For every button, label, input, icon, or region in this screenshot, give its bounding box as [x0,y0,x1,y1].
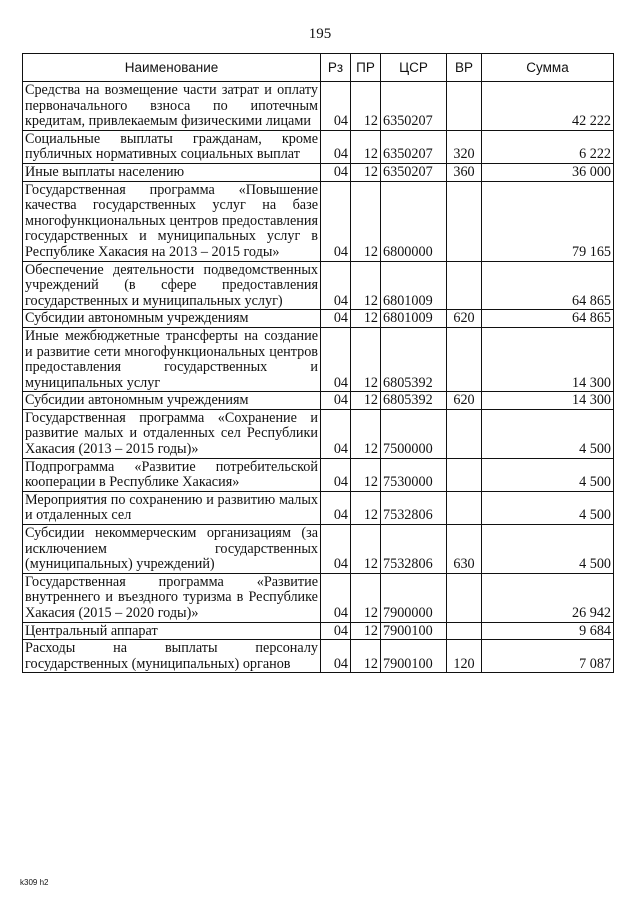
cell-rz: 04 [321,409,351,458]
cell-csr: 6805392 [381,392,447,410]
cell-vr [447,573,482,622]
cell-sum: 4 500 [482,458,614,491]
cell-pr: 12 [351,409,381,458]
header-vr: ВР [447,54,482,82]
cell-csr: 6801009 [381,261,447,310]
cell-pr: 12 [351,392,381,410]
cell-name: Иные межбюджетные трансферты на создание и развитие сети многофункциональных центров предоставления государственных и муниципальных услуг [23,327,321,391]
cell-sum: 6 222 [482,130,614,163]
cell-sum: 7 087 [482,640,614,673]
table-row [23,622,614,640]
table-row [23,392,614,410]
cell-sum: 36 000 [482,163,614,181]
cell-pr: 12 [351,181,381,261]
cell-name: Субсидии автономным учреждениям [23,310,321,328]
table-row [23,310,614,328]
table-row [23,525,614,574]
cell-csr: 6805392 [381,327,447,391]
cell-pr: 12 [351,327,381,391]
cell-vr: 320 [447,130,482,163]
table-row [23,261,614,310]
cell-csr: 7900100 [381,622,447,640]
cell-name: Центральный аппарат [23,622,321,640]
cell-sum: 9 684 [482,622,614,640]
cell-sum: 14 300 [482,392,614,410]
cell-rz: 04 [321,163,351,181]
cell-sum: 26 942 [482,573,614,622]
cell-vr [447,181,482,261]
cell-csr: 6800000 [381,181,447,261]
cell-csr: 7900100 [381,640,447,673]
cell-vr [447,327,482,391]
table-row [23,181,614,261]
cell-sum: 4 500 [482,409,614,458]
cell-csr: 6350207 [381,82,447,131]
cell-name: Субсидии некоммерческим организациям (за исключением государственных (муниципальных) учреждений) [23,525,321,574]
cell-name: Мероприятия по сохранению и развитию малых и отдаленных сел [23,491,321,524]
cell-pr: 12 [351,163,381,181]
cell-sum: 14 300 [482,327,614,391]
cell-vr: 620 [447,392,482,410]
cell-csr: 6350207 [381,130,447,163]
cell-csr: 6350207 [381,163,447,181]
cell-pr: 12 [351,573,381,622]
header-sum: Сумма [482,54,614,82]
cell-csr: 7532806 [381,491,447,524]
cell-name: Государственная программа «Повышение качества государственных услуг на базе многофункциональных центров предоставления государственных и муниципальных услуг в Республике Хакасия на 2013 – 2015 годы» [23,181,321,261]
cell-rz: 04 [321,573,351,622]
table-row [23,82,614,131]
cell-rz: 04 [321,261,351,310]
cell-rz: 04 [321,392,351,410]
cell-name: Субсидии автономным учреждениям [23,392,321,410]
header-pr: ПР [351,54,381,82]
cell-rz: 04 [321,491,351,524]
cell-pr: 12 [351,458,381,491]
cell-vr: 120 [447,640,482,673]
cell-sum: 79 165 [482,181,614,261]
cell-name: Государственная программа «Развитие внутреннего и въездного туризма в Республике Хакасия (2015 – 2020 годы)» [23,573,321,622]
cell-pr: 12 [351,261,381,310]
cell-csr: 7532806 [381,525,447,574]
cell-sum: 4 500 [482,525,614,574]
cell-name: Социальные выплаты гражданам, кроме публичных нормативных социальных выплат [23,130,321,163]
cell-pr: 12 [351,525,381,574]
cell-vr [447,458,482,491]
cell-vr: 630 [447,525,482,574]
cell-pr: 12 [351,491,381,524]
cell-rz: 04 [321,525,351,574]
cell-vr [447,261,482,310]
cell-name: Иные выплаты населению [23,163,321,181]
cell-vr [447,409,482,458]
header-rz: Рз [321,54,351,82]
table-row [23,491,614,524]
cell-csr: 7500000 [381,409,447,458]
cell-rz: 04 [321,458,351,491]
table-row [23,458,614,491]
cell-sum: 64 865 [482,310,614,328]
cell-rz: 04 [321,82,351,131]
cell-vr [447,622,482,640]
cell-pr: 12 [351,640,381,673]
footer-code: k309 h2 [20,878,49,887]
table-header-row [23,54,614,82]
cell-vr [447,82,482,131]
cell-vr [447,491,482,524]
cell-rz: 04 [321,310,351,328]
cell-name: Средства на возмещение части затрат и оплату первоначального взноса по ипотечным кредитам, привлекаемым физическими лицами [23,82,321,131]
cell-pr: 12 [351,622,381,640]
table-row [23,163,614,181]
cell-name: Государственная программа «Сохранение и развитие малых и отдаленных сел Республики Хакасия (2013 – 2015 годы)» [23,409,321,458]
cell-sum: 4 500 [482,491,614,524]
budget-table [22,53,614,673]
page-number: 195 [308,26,332,42]
header-name: Наименование [23,54,321,82]
cell-pr: 12 [351,130,381,163]
header-csr: ЦСР [381,54,447,82]
table-row [23,409,614,458]
cell-vr: 360 [447,163,482,181]
cell-rz: 04 [321,130,351,163]
cell-pr: 12 [351,310,381,328]
cell-sum: 64 865 [482,261,614,310]
cell-name: Расходы на выплаты персоналу государственных (муниципальных) органов [23,640,321,673]
cell-name: Подпрограмма «Развитие потребительской кооперации в Республике Хакасия» [23,458,321,491]
cell-name: Обеспечение деятельности подведомственных учреждений (в сфере предоставления государственных и муниципальных услуг) [23,261,321,310]
cell-vr: 620 [447,310,482,328]
table-row [23,573,614,622]
cell-sum: 42 222 [482,82,614,131]
cell-rz: 04 [321,181,351,261]
table-row [23,327,614,391]
cell-csr: 6801009 [381,310,447,328]
table-row [23,130,614,163]
cell-rz: 04 [321,640,351,673]
table-row [23,640,614,673]
cell-rz: 04 [321,622,351,640]
cell-pr: 12 [351,82,381,131]
cell-rz: 04 [321,327,351,391]
cell-csr: 7900000 [381,573,447,622]
cell-csr: 7530000 [381,458,447,491]
